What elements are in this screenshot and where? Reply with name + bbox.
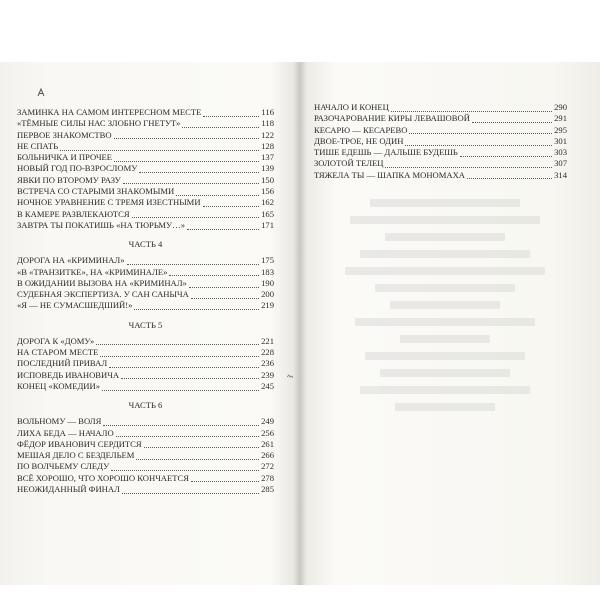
toc-entry-title: НА СТАРОМ МЕСТЕ [17,347,99,358]
toc-entry-title: ВОЛЬНОМУ — ВОЛЯ [17,416,102,427]
toc-entry [314,113,567,124]
toc-entry [17,107,274,118]
toc-leader-dots [114,131,260,139]
toc-entry-page: 183 [261,266,274,277]
toc-entry-page: 236 [261,358,274,369]
toc-entry-title: БОЛЬНИЧКА И ПРОЧЕЕ [17,152,113,163]
toc-entry-title: ТЯЖЕЛА ТЫ — ШАПКА МОНОМАХА [314,169,465,180]
toc-leader-dots [203,199,260,207]
toc-leader-dots [139,165,259,173]
toc-group-part-6 [17,416,274,495]
toc-entry [17,175,274,186]
toc-entry [17,255,274,266]
toc-entry-title: «ТЁМНЫЕ СИЛЫ НАС ЗЛОБНО ГНЕТУТ» [17,118,181,129]
toc-entry [17,278,274,289]
toc-entry-page: 256 [261,427,274,438]
toc-entry [17,450,274,461]
toc-entry-title: ПО ВОЛЧЬЕМУ СЛЕДУ [17,461,110,472]
toc-entry [17,381,274,392]
toc-entry-page: 245 [261,380,274,391]
toc-entry [17,358,274,369]
toc-entry-title: КЕСАРЮ — КЕСАРЕВО [314,124,408,135]
toc-leader-dots [460,149,552,157]
toc-entry-title: НЕОЖИДАННЫЙ ФИНАЛ [17,484,120,495]
toc-entry-page: 301 [554,135,567,146]
toc-leader-dots [60,143,259,151]
toc-leader-dots [385,160,552,168]
toc-entry-page: 272 [261,461,274,472]
toc-entry-page: 303 [554,147,567,158]
toc-entry [17,484,274,495]
toc-entry-page: 150 [261,174,274,185]
toc-entry [17,118,274,129]
toc-entry [17,370,274,381]
toc-entry-page: 261 [261,438,274,449]
toc-leader-dots [409,126,552,134]
toc-entry-page: 219 [261,300,274,311]
left-page-toc [17,107,274,495]
toc-entry-title: СУДЕБНАЯ ЭКСПЕРТИЗА. У САН САНЫЧА [17,289,189,300]
toc-entry-page: 171 [261,219,274,230]
part-heading: ЧАСТЬ 6 [128,400,163,411]
toc-entry-title: ФЁДОР ИВАНОВИЧ СЕРДИТСЯ [17,438,142,449]
toc-entry-title: ДОРОГА К «ДОМУ» [17,335,95,346]
toc-entry-title: ЯВКИ ПО ВТОРОМУ РАЗУ [17,174,121,185]
toc-leader-dots [123,176,259,184]
toc-entry-page: 266 [261,450,274,461]
toc-leader-dots [182,120,259,128]
toc-leader-dots [472,115,552,123]
book-spine [293,62,307,585]
toc-entry-page: 128 [261,140,274,151]
toc-leader-dots [176,188,259,196]
toc-leader-dots [136,452,259,460]
toc-entry-title: НОВЫЙ ГОД ПО-ВЗРОСЛОМУ [17,163,138,174]
toc-group-part-4 [17,255,274,311]
toc-entry-page: 190 [261,277,274,288]
toc-leader-dots [116,429,259,437]
toc-leader-dots [134,302,259,310]
toc-entry [314,158,567,169]
toc-entry-page: 285 [261,484,274,495]
toc-entry-title: ЗАВТРА ТЫ ПОКАТИШЬ «НА ТЮРЬМУ…» [17,219,186,230]
toc-entry [17,461,274,472]
toc-leader-dots [121,371,259,379]
toc-leader-dots [405,138,552,146]
page-ornament-icon [36,87,46,97]
toc-entry-page: 291 [554,113,567,124]
toc-entry-title: ДОРОГА НА «КРИМИНАЛ» [17,255,125,266]
toc-entry [17,300,274,311]
toc-entry-page: 165 [261,208,274,219]
toc-entry-page: 139 [261,163,274,174]
toc-entry-page: 162 [261,197,274,208]
toc-entry-page: 116 [261,107,274,117]
toc-entry [17,152,274,163]
toc-leader-dots [132,210,259,218]
toc-entry-title: ЛИХА БЕДА — НАЧАЛО [17,427,114,438]
toc-entry [314,136,567,147]
toc-leader-dots [203,109,259,117]
scan-margin-top [0,0,600,62]
toc-leader-dots [144,440,259,448]
toc-group-top [17,107,274,231]
toc-entry-title: ЗОЛОТОЙ ТЕЛЕЦ [314,158,384,169]
toc-leader-dots [169,268,259,276]
toc-entry [17,163,274,174]
toc-entry [17,439,274,450]
toc-leader-dots [100,349,259,357]
toc-entry-title: ПОСЛЕДНИЙ ПРИВАЛ [17,358,108,369]
toc-entry-page: 156 [261,186,274,197]
toc-entry [17,220,274,231]
toc-entry-title: НАЧАЛО И КОНЕЦ [314,102,389,112]
toc-entry-title: НОЧНОЕ УРАВНЕНИЕ С ТРЕМЯ ИЗЕСТНЫМИ [17,197,201,208]
toc-entry [17,347,274,358]
toc-entry-title: ТИШЕ ЕДЕШЬ — ДАЛЬШЕ БУДЕШЬ [314,147,458,158]
toc-entry-title: «Я — НЕ СУМАСШЕДШИЙ!» [17,300,133,311]
toc-entry [314,125,567,136]
toc-entry [314,147,567,158]
toc-entry-title: «В «ТРАНЗИТКЕ», НА «КРИМИНАЛЕ» [17,266,168,277]
toc-entry-title: КОНЕЦ «КОМЕДИИ» [17,380,101,391]
toc-entry-page: 221 [261,335,274,346]
toc-entry [314,102,567,113]
toc-entry [17,289,274,300]
toc-entry-page: 137 [261,152,274,163]
toc-entry-title: В КАМЕРЕ РАЗВЛЕКАЮТСЯ [17,208,130,219]
toc-leader-dots [391,104,552,112]
toc-entry-page: 239 [261,369,274,380]
toc-entry-title: ДВОЕ-ТРОЕ, НЕ ОДИН [314,135,404,146]
part-heading: ЧАСТЬ 5 [128,319,163,330]
toc-leader-dots [103,418,259,426]
toc-leader-dots [96,337,259,345]
toc-leader-dots [187,222,259,230]
scan-margin-bottom [0,585,600,600]
toc-entry-page: 200 [261,289,274,300]
toc-entry [17,267,274,278]
toc-entry [17,416,274,427]
toc-entry-title: ВСТРЕЧА СО СТАРЫМИ ЗНАКОМЫМИ [17,186,175,197]
toc-entry-page: 122 [261,129,274,140]
toc-entry-page: 295 [554,124,567,135]
toc-group-part-5 [17,336,274,392]
toc-entry [314,170,567,181]
toc-leader-dots [191,474,259,482]
toc-leader-dots [122,486,259,494]
toc-entry [17,141,274,152]
toc-entry-title: ВСЁ ХОРОШО, ЧТО ХОРОШО КОНЧАЕТСЯ [17,472,189,483]
part-heading: ЧАСТЬ 4 [128,239,163,250]
toc-entry [17,473,274,484]
right-page-toc [314,102,567,181]
toc-entry-title: ПЕРВОЕ ЗНАКОМСТВО [17,129,112,140]
toc-entry-title: НЕ СПАТЬ [17,140,59,151]
toc-entry-page: 175 [261,255,274,266]
toc-leader-dots [189,280,259,288]
toc-entry-page: 307 [554,158,567,169]
toc-leader-dots [467,171,552,179]
toc-entry-page: 278 [261,472,274,483]
toc-entry-page: 228 [261,347,274,358]
toc-leader-dots [111,463,259,471]
scan-speck-icon [287,374,293,379]
toc-entry-title: ЗАМИНКА НА САМОМ ИНТЕРЕСНОМ МЕСТЕ [17,107,202,117]
toc-entry-page: 249 [261,416,274,427]
toc-leader-dots [114,154,259,162]
toc-entry-page: 290 [554,102,567,112]
toc-leader-dots [127,257,260,265]
toc-entry-page: 118 [261,118,274,129]
toc-leader-dots [109,360,259,368]
toc-leader-dots [102,383,259,391]
toc-entry [17,336,274,347]
toc-entry-title: РАЗОЧАРОВАНИЕ КИРЫ ЛЕВАШОВОЙ [314,113,470,124]
toc-entry-title: ИСПОВЕДЬ ИВАНОВИЧА [17,369,120,380]
toc-entry [17,186,274,197]
toc-entry-title: В ОЖИДАНИИ ВЫЗОВА НА «КРИМИНАЛ» [17,277,187,288]
toc-entry [17,197,274,208]
toc-entry [17,209,274,220]
toc-entry [17,130,274,141]
toc-entry-page: 314 [554,169,567,180]
toc-entry-title: МЕШАЯ ДЕЛО С БЕЗДЕЛЬЕМ [17,450,135,461]
toc-entry [17,428,274,439]
toc-leader-dots [191,291,259,299]
